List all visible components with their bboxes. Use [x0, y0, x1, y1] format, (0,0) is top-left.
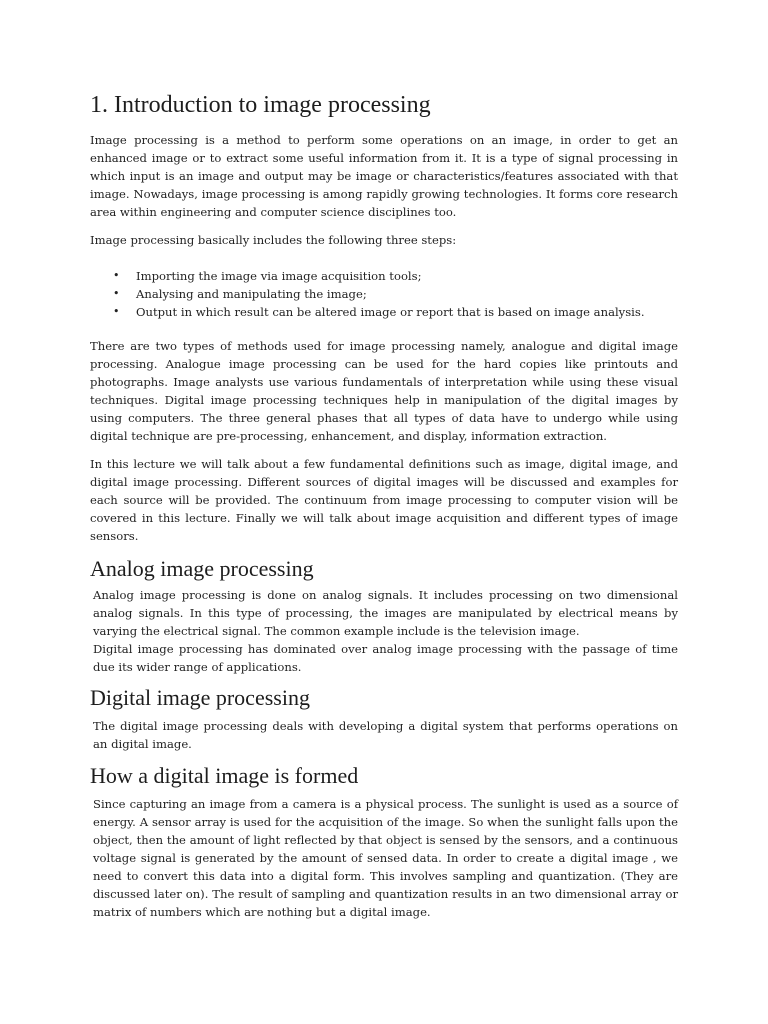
steps-list [90, 267, 678, 321]
page-title: 1. Introduction to image processing [90, 92, 431, 118]
list-item [90, 267, 678, 285]
list-item [90, 285, 678, 303]
list-item [90, 303, 678, 321]
formed-paragraph: Since capturing an image from a camera is a physical process. The sunlight is used as a source of energy. A sensor array is used for the acquisition of the image. So when the sunlight falls upon the object, then the amount of light reflected by that object is sensed by the sensors, and a continuous voltage signal is generated by the amount of sensed data. In order to create a digital image , we need to convert this data into a digital form. This involves sampling and quantization. (They are discussed later on). The result of sampling and quantization results in an two dimensional array or matrix of numbers which are nothing but a digital image. [93, 797, 678, 919]
analog-paragraph-2: Digital image processing has dominated over analog image processing with the passage of time due its wider range of applications. [93, 642, 678, 674]
formed-heading: How a digital image is formed [90, 763, 359, 788]
intro-paragraph-3: There are two types of methods used for image processing namely, analogue and digital image processing. Analogue image processing can be used for the hard copies like printouts and photographs. Image analysts use various fundamentals of interpretation while using these visual techniques. Digital image processing techniques help in manipulation of the digital images by using computers. The three general phases that all types of data have to undergo while using digital technique are pre-processing, enhancement, and display, information extraction. [90, 339, 678, 443]
bullet-icon: • [113, 287, 120, 300]
intro-paragraph-4: In this lecture we will talk about a few fundamental definitions such as image, digital image, and digital image processing. Different sources of digital images will be discussed and examples for each source will be provided. The continuum from image processing to computer vision will be covered in this lecture. Finally we will talk about image acquisition and different types of image sensors. [90, 457, 678, 543]
step-text: Importing the image via image acquisition tools; [136, 269, 422, 283]
step-text: Output in which result can be altered image or report that is based on image analysis. [136, 305, 645, 319]
digital-heading: Digital image processing [90, 685, 310, 710]
bullet-icon: • [113, 305, 120, 318]
step-text: Analysing and manipulating the image; [136, 287, 367, 301]
intro-paragraph-1: Image processing is a method to perform some operations on an image, in order to get an enhanced image or to extract some useful information from it. It is a type of signal processing in which input is an image and output may be image or characteristics/features associated with that image. Nowadays, image processing is among rapidly growing technologies. It forms core research area within engineering and computer science disciplines too. [90, 133, 678, 219]
analog-heading: Analog image processing [90, 556, 314, 581]
digital-paragraph: The digital image processing deals with developing a digital system that performs operations on an digital image. [93, 719, 678, 751]
analog-paragraph-1: Analog image processing is done on analog signals. It includes processing on two dimensional analog signals. In this type of processing, the images are manipulated by electrical means by varying the electrical signal. The common example include is the television image. [93, 588, 678, 638]
intro-paragraph-2: Image processing basically includes the following three steps: [90, 233, 457, 247]
bullet-icon: • [113, 269, 120, 282]
